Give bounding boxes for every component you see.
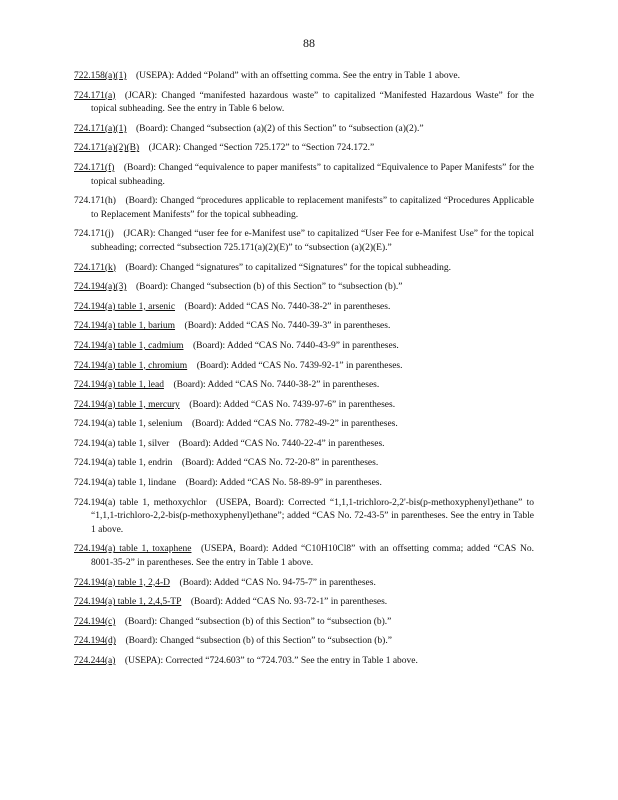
change-entry — [74, 543, 534, 570]
change-entry — [74, 596, 534, 610]
change-description: (Board): Changed “subsection (b) of this Section” to “subsection (b).” — [124, 616, 392, 627]
change-description: (JCAR): Changed “manifested hazardous waste” to capitalized “Manifested Hazardous Waste” for the topical subheading. See the entry in Table 6 below. — [91, 90, 534, 115]
section-citation: 724.194(a) table 1, endrin — [74, 458, 173, 469]
section-citation: 724.171(a) — [74, 90, 116, 101]
change-description: (Board): Changed “signatures” to capitalized “Signatures” for the topical subheading. — [125, 262, 451, 273]
change-description: (Board): Added “CAS No. 7440-43-9” in parentheses. — [192, 340, 399, 351]
change-entry — [74, 497, 534, 538]
change-entry — [74, 301, 534, 315]
change-description: (Board): Added “CAS No. 7439-92-1” in parentheses. — [196, 360, 403, 371]
change-entry — [74, 418, 534, 432]
change-entry — [74, 379, 534, 393]
section-citation: 724.194(a)(3) — [74, 282, 127, 293]
section-citation: 724.244(a) — [74, 656, 116, 666]
section-citation: 724.194(a) table 1, silver — [74, 438, 170, 449]
change-description: (Board): Added “CAS No. 72-20-8” in parentheses. — [181, 458, 379, 469]
change-entry — [74, 262, 534, 276]
section-citation: 724.194(a) table 1, 2,4-D — [74, 577, 171, 588]
change-description: (Board): Changed “subsection (b) of this Section” to “subsection (b).” — [125, 636, 392, 647]
section-citation: 724.194(a) table 1, mercury — [74, 399, 180, 410]
change-description: (Board): Added “CAS No. 7440-39-3” in parentheses. — [184, 321, 391, 332]
section-citation: 724.194(a) table 1, barium — [74, 321, 176, 332]
section-citation: 724.194(a) table 1, selenium — [74, 419, 183, 430]
change-description: (Board): Changed “equivalence to paper manifests” to capitalized “Equivalence to Paper Manifests” for the topical subheading. — [91, 162, 534, 187]
change-entry — [74, 123, 534, 137]
change-entry — [74, 195, 534, 222]
change-description: (Board): Changed “subsection (a)(2) of this Section” to “subsection (a)(2).” — [136, 123, 424, 134]
change-entry — [74, 399, 534, 413]
change-description: (USEPA): Added “Poland” with an offsetting comma. See the entry in Table 1 above. — [136, 71, 460, 81]
change-entry — [74, 438, 534, 452]
change-entry — [74, 228, 534, 255]
section-citation: 724.171(j) — [74, 229, 114, 240]
change-entry — [74, 320, 534, 334]
change-description: (Board): Added “CAS No. 58-89-9” in parentheses. — [185, 478, 382, 489]
section-citation: 724.171(k) — [74, 262, 116, 273]
change-description: (Board): Added “CAS No. 7440-38-2” in parentheses. — [173, 380, 380, 391]
change-entry — [74, 477, 534, 491]
section-citation: 724.171(h) — [74, 196, 116, 207]
change-description: (JCAR): Changed “user fee for e-Manifest use” to capitalized “User Fee for e-Manifest Use” for the topical subheading; corrected “subsection 725.171(a)(2)(E)” to “subsection (a)(2)(E).” — [91, 229, 534, 253]
change-description: (USEPA, Board): Corrected “1,1,1-trichloro-2,2'-bis(p-methoxyphenyl)ethane” to “1,1,1-trichloro-2,2-bis(p-methoxyphenyl)ethane”; added “CAS No. 72-43-5” in parentheses. See the entry in Table 1 above. — [91, 497, 534, 535]
change-description: (Board): Added “CAS No. 7439-97-6” in parentheses. — [189, 399, 396, 410]
change-description: (Board): Added “CAS No. 7440-22-4” in parentheses. — [178, 438, 385, 449]
section-citation: 724.194(a) table 1, 2,4,5-TP — [74, 597, 182, 608]
section-citation: 724.194(a) table 1, chromium — [74, 360, 188, 371]
change-entry — [74, 360, 534, 374]
page-number: 88 — [303, 36, 315, 50]
section-citation: 722.158(a)(1) — [74, 71, 127, 81]
change-description: (USEPA, Board): Added “C10H10Cl8” with an offsetting comma; added “CAS No. 8001-35-2” in parentheses. See the entry in Table 1 above. — [91, 544, 535, 569]
change-description: (Board): Added “CAS No. 7440-38-2” in parentheses. — [184, 301, 391, 312]
change-description: (USEPA): Corrected “724.603” to “724.703.” See the entry in Table 1 above. — [124, 656, 418, 666]
section-citation: 724.171(a)(1) — [74, 123, 127, 134]
change-entry — [74, 655, 534, 669]
change-entry — [74, 635, 534, 649]
section-citation: 724.194(a) table 1, lead — [74, 380, 164, 391]
change-entry — [74, 90, 534, 117]
change-description: (Board): Added “CAS No. 94-75-7” in parentheses. — [179, 577, 376, 588]
change-entry — [74, 616, 534, 630]
change-entry — [74, 162, 534, 189]
change-entry — [74, 340, 534, 354]
section-citation: 724.171(a)(2)(B) — [74, 143, 140, 154]
section-citation: 724.194(a) table 1, methoxychlor — [74, 497, 207, 508]
section-citation: 724.194(d) — [74, 636, 116, 647]
section-citation: 724.194(a) table 1, arsenic — [74, 301, 176, 312]
change-description: (JCAR): Changed “Section 725.172” to “Section 724.172.” — [148, 143, 375, 154]
change-entry — [74, 577, 534, 591]
change-description: (Board): Changed “procedures applicable to replacement manifests” to capitalized “Procedures Applicable to Replacement Manifests” for the topical subheading. — [91, 196, 534, 220]
section-citation: 724.194(a) table 1, cadmium — [74, 340, 184, 351]
change-description: (Board): Added “CAS No. 7782-49-2” in parentheses. — [191, 419, 398, 430]
change-entry — [74, 70, 534, 84]
change-description: (Board): Added “CAS No. 93-72-1” in parentheses. — [190, 597, 388, 608]
change-entry — [74, 281, 534, 295]
section-citation: 724.194(a) table 1, toxaphene — [74, 544, 192, 555]
change-entry — [74, 457, 534, 471]
section-citation: 724.171(f) — [74, 162, 115, 173]
section-citation: 724.194(a) table 1, lindane — [74, 478, 177, 489]
entry-list — [74, 70, 534, 675]
change-description: (Board): Changed “subsection (b) of this Section” to “subsection (b).” — [136, 282, 403, 293]
section-citation: 724.194(c) — [74, 616, 116, 627]
change-entry — [74, 142, 534, 156]
